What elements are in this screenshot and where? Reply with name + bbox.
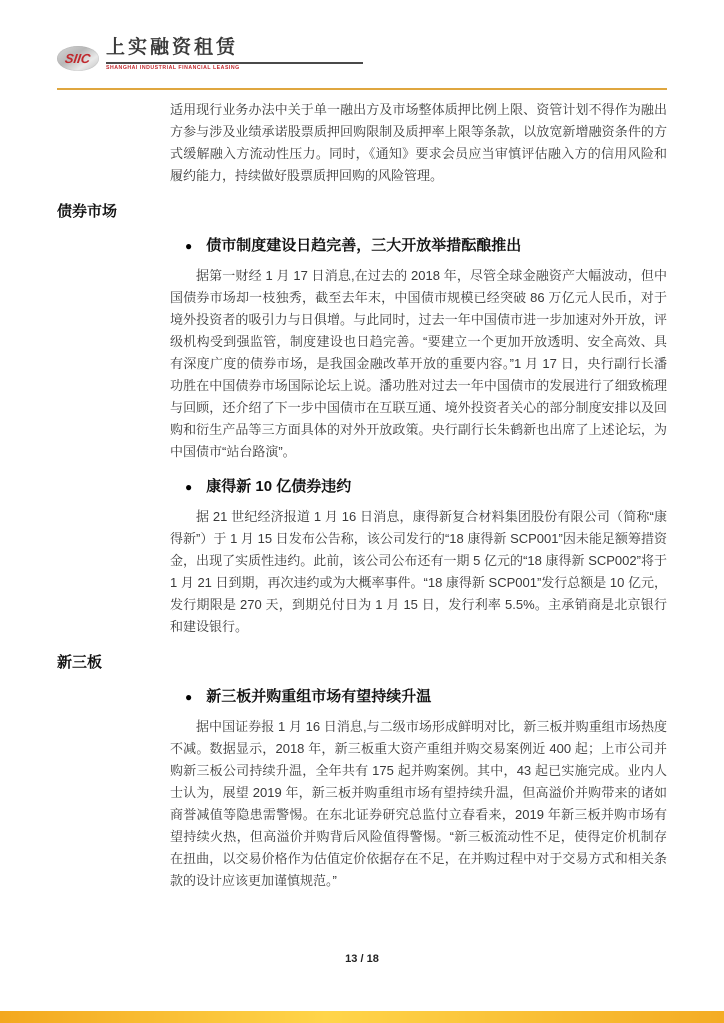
footer-accent-bar: [0, 1011, 724, 1023]
bullet-headline: 康得新 10 亿债券违约: [206, 478, 352, 495]
bullet-item: [185, 235, 667, 256]
page-header: [0, 0, 724, 90]
siic-logo-text: SIIC: [64, 51, 92, 66]
section-heading-neeq: 新三板: [57, 654, 103, 671]
page-number: 13 / 18: [345, 953, 379, 965]
company-logo: [57, 36, 667, 82]
bullet-icon: ●: [185, 480, 193, 494]
article-paragraph: 据第一财经 1 月 17 日消息,在过去的 2018 年，尽管全球金融资产大幅波动，但中国债券市场却一枝独秀，截至去年末，中国债市规模已经突破 86 万亿元人民币，对于境外投资者的吸引力与日俱增。与此同时，过去一年中国债市进一步加速对外开放，评级机构受到强监管，制度建设也日趋完善。“要建立一个更加开放透明、安全高效、具有深度广度的债券市场，是我国金融改革开放的重要内容。”1 月 17 日，央行副行长潘功胜在中国债券市场国际论坛上说。潘功胜对过去一年中国债市的发展进行了细致梳理与回顾，还介绍了下一步中国债市在互联互通、境外投资者关心的部分制度安排以及回购和衍生产品等三方面具体的对外开放政策。央行副行长朱鹤新也出席了上述论坛，为中国债市“站台路演”。: [170, 268, 667, 459]
company-name-en: SHANGHAI INDUSTRIAL FINANCIAL LEASING: [106, 64, 240, 71]
bullet-headline: 债市制度建设日趋完善，三大开放举措酝酿推出: [206, 237, 522, 254]
bullet-icon: ●: [185, 239, 193, 253]
intro-paragraph: 适用现行业务办法中关于单一融出方及市场整体质押比例上限、资管计划不得作为融出方参与涉及业绩承诺股票质押回购限制及质押率上限等条款，以放宽新增融资条件的方式缓解融入方流动性压力。同时，《通知》要求会员应当审慎评估融入方的信用风险和履约能力，持续做好股票质押回购的风险管理。: [170, 102, 667, 183]
bullet-icon: ●: [185, 690, 193, 704]
siic-logo-badge: [57, 46, 99, 71]
document-body: [0, 90, 724, 892]
company-names: [106, 36, 363, 76]
bullet-item: [185, 686, 667, 707]
article-paragraph: 据 21 世纪经济报道 1 月 16 日消息，康得新复合材料集团股份有限公司（简称“康得新”）于 1 月 15 日发布公告称，该公司发行的“18 康得新 SCP001”因未能足额筹措资金，出现了实质性违约。此前，该公司公布还有一期 5 亿元的“18 康得新 SCP002”将于 1 月 21 日到期，再次违约或为大概率事件。“18 康得新 SCP001”发行总额是 10 亿元，发行期限是 270 天，到期兑付日为 1 月 15 日，发行利率 5.5%。主承销商是北京银行和建设银行。: [170, 509, 667, 634]
bullet-item: [185, 476, 667, 497]
article-paragraph: 据中国证券报 1 月 16 日消息,与二级市场形成鲜明对比，新三板并购重组市场热度不减。数据显示，2018 年，新三板重大资产重组并购交易案例近 400 起；上市公司并购新三板公司持续升温，全年共有 175 起并购案例。其中，43 起已实施完成。业内人士认为，展望 2019 年，新三板并购重组市场有望持续升温，但高溢价并购带来的诸如商誉减值等隐患需警惕。在东北证券研究总监付立春看来，2019 年新三板并购市场有望持续火热，但高溢价并购背后风险值得警惕。“新三板流动性不足，使得定价机制存在扭曲，以交易价格作为估值定价依据存在不足，在并购过程中对于交易方式和相关条款的设计应该更加谨慎规范。”: [170, 719, 667, 888]
section-heading-bond-market: 债券市场: [57, 203, 118, 220]
company-name-cn: 上实融资租赁: [106, 36, 363, 64]
bullet-headline: 新三板并购重组市场有望持续升温: [206, 688, 432, 705]
